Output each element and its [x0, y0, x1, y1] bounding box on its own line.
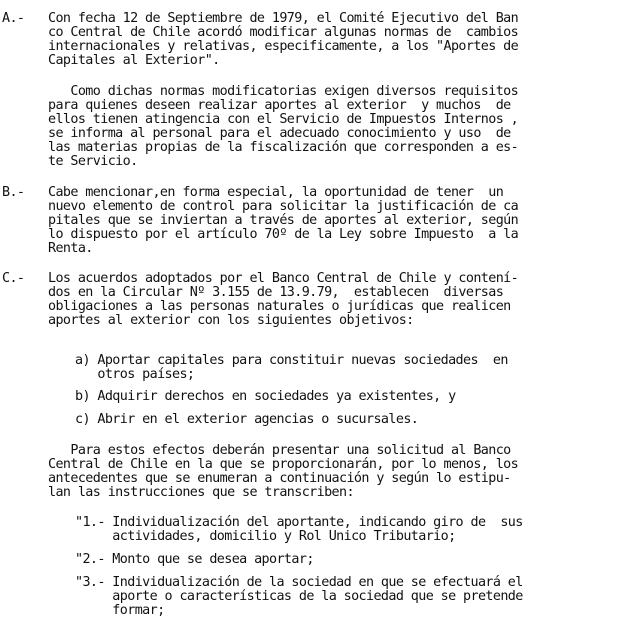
text-line: pitales que se inviertan a través de aportes al exterior, según: [48, 213, 519, 228]
text-line: Con fecha 12 de Septiembre de 1979, el Comité Ejecutivo del Ban: [48, 11, 519, 26]
text-line: nuevo elemento de control para solicitar la justificación de ca: [48, 199, 519, 214]
text-line: te Servicio.: [48, 154, 138, 169]
section-marker-a: A.-: [2, 11, 25, 26]
text-line: dos en la Circular Nº 3.155 de 13.9.79, establecen diversas: [48, 285, 504, 300]
list-item: "3.- Individualización de la sociedad en que se efectuará el: [75, 575, 523, 590]
text-line: Central de Chile en la que se proporcionarán, por lo menos, los: [48, 457, 519, 472]
list-item: formar;: [75, 603, 165, 618]
list-item: a) Aportar capitales para constituir nuevas sociedades en: [75, 353, 508, 368]
list-item: aporte o características de la sociedad que se pretende: [75, 589, 523, 604]
text-line: Los acuerdos adoptados por el Banco Central de Chile y contení-: [48, 271, 519, 286]
text-line: Para estos efectos deberán presentar una solicitud al Banco: [48, 443, 511, 458]
text-line: internacionales y relativas, especificamente, a los "Aportes de: [48, 39, 519, 54]
text-line: para quienes deseen realizar aportes al exterior y muchos de: [48, 98, 511, 113]
list-item: b) Adquirir derechos en sociedades ya existentes, y: [75, 389, 456, 404]
text-line: obligaciones a las personas naturales o jurídicas que realicen: [48, 299, 511, 314]
list-item: "2.- Monto que se desea aportar;: [75, 552, 314, 567]
text-line: Renta.: [48, 241, 93, 256]
list-item: otros países;: [75, 367, 195, 382]
text-line: aportes al exterior con los siguientes objetivos:: [48, 313, 414, 328]
list-item: "1.- Individualización del aportante, indicando giro de sus: [75, 515, 523, 530]
text-line: Como dichas normas modificatorias exigen diversos requisitos: [48, 84, 519, 99]
list-item: actividades, domicilio y Rol Unico Tributario;: [75, 529, 456, 544]
text-line: Capitales al Exterior".: [48, 53, 220, 68]
text-line: antecedentes que se enumeran a continuación y según lo estipu-: [48, 471, 511, 486]
text-line: lo dispuesto por el artículo 70º de la Ley sobre Impuesto a la: [48, 227, 519, 242]
list-item: c) Abrir en el exterior agencias o sucursales.: [75, 412, 419, 427]
section-marker-b: B.-: [2, 185, 25, 200]
text-line: Cabe mencionar,en forma especial, la oportunidad de tener un: [48, 185, 504, 200]
text-line: ellos tienen atingencia con el Servicio de Impuestos Internos ,: [48, 112, 519, 127]
section-marker-c: C.-: [2, 271, 25, 286]
text-line: lan las instrucciones que se transcriben:: [48, 485, 354, 500]
text-line: co Central de Chile acordó modificar algunas normas de cambios: [48, 25, 519, 40]
text-line: se informa al personal para el adecuado conocimiento y uso de: [48, 126, 511, 141]
text-line: las materias propias de la fiscalización que corresponden a es-: [48, 140, 519, 155]
